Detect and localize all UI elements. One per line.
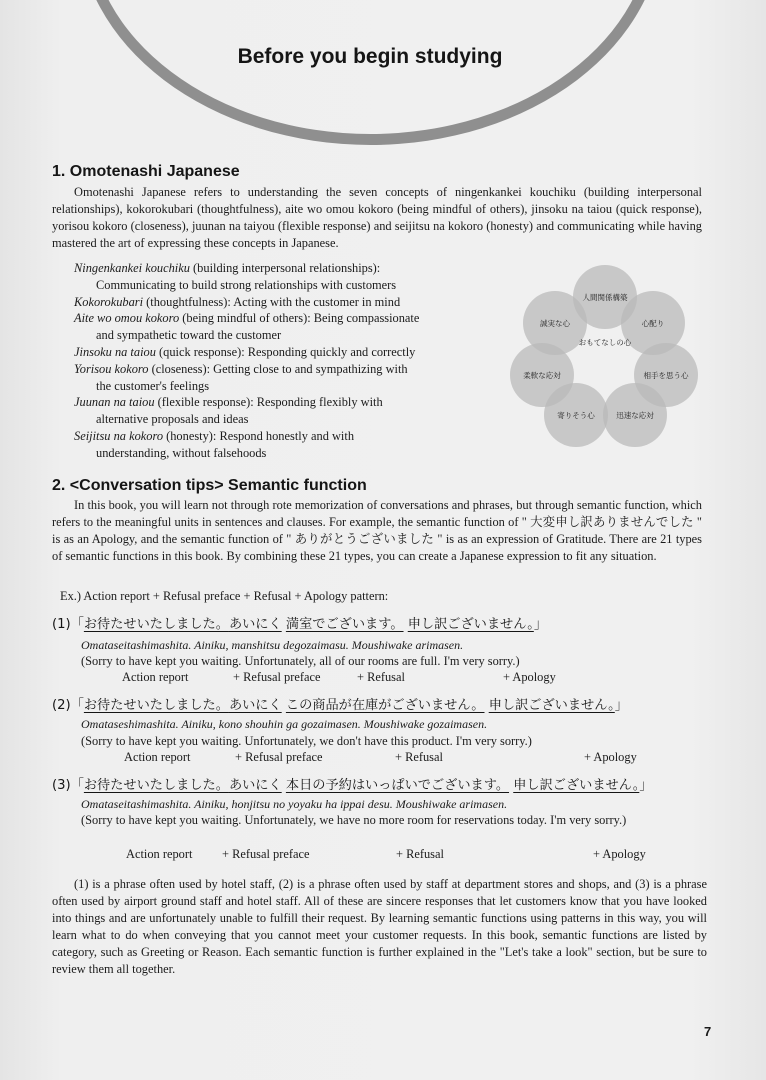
example-romaji: Omataseitashimashita. Ainiku, honjitsu no yoyaku ha ippai desu. Moushiwake arimasen. bbox=[81, 797, 508, 811]
omotenashi-diagram bbox=[508, 265, 703, 450]
example-intro: Ex.) Action report + Refusal preface + Refusal + Apology pattern: bbox=[60, 589, 389, 603]
section-1-heading: 1. Omotenashi Japanese bbox=[52, 163, 240, 180]
page-title: Before you begin studying bbox=[237, 45, 503, 68]
diagram-circle: 誠実な心 bbox=[523, 291, 587, 355]
example-japanese: (3)「お待たせいたしました。あいにく 本日の予約はいっぱいでございます。 申し訳ございません。」 bbox=[52, 778, 653, 793]
diagram-circle: 迅速な応対 bbox=[603, 383, 667, 447]
section-2-paragraph: In this book, you will learn not through rote memorization of conversations and phrases, but through semantic function, which refers to the meaningful units in sentences and clauses. For example, the semantic function of " 大変申し訳ありませんでした " is as an Apology, and the semantic function of " ありがとうございました " is as an expression of Gratitude. There are 21 types of semantic functions in this book. By combining these 21 types, you can create a Japanese expression to fit any situation. bbox=[52, 498, 702, 564]
concept-item: Yorisou kokoro (closeness): Getting close to and sympathizing with the customer's feelings bbox=[74, 361, 408, 393]
header-arc bbox=[78, 0, 663, 145]
concept-item: Kokorokubari (thoughtfulness): Acting with the customer in mind bbox=[74, 294, 401, 309]
diagram-circle: 心配り bbox=[621, 291, 685, 355]
concept-item: Seijitsu na kokoro (honesty): Respond honestly and with understanding, without falsehoods bbox=[74, 428, 355, 460]
example-translation: (Sorry to have kept you waiting. Unfortunately, we have no more room for reservations today. I'm very sorry.) bbox=[81, 813, 627, 827]
concept-item: Jinsoku na taiou (quick response): Responding quickly and correctly bbox=[74, 344, 416, 359]
diagram-circle: 寄りそう心 bbox=[544, 383, 608, 447]
example-japanese: (1)「お待たせいたしました。あいにく 満室でございます。 申し訳ございません。」 bbox=[52, 617, 547, 632]
diagram-circle: 柔軟な応対 bbox=[510, 343, 574, 407]
diagram-circle: 相手を思う心 bbox=[634, 343, 698, 407]
concept-list bbox=[74, 260, 494, 462]
example-romaji: Omataseshimashita. Ainiku, kono shouhin ga gozaimasen. Moushiwake gozaimasen. bbox=[81, 717, 488, 731]
section-1-paragraph: Omotenashi Japanese refers to understanding the seven concepts of ningenkankei kouchiku (building interpersonal relationships), kokorokubari (thoughtfulness), aite wo omou kokoro (being mindful of others), jinsoku na taiou (quick response), yorisou kokoro (closeness), juunan na taiyou (flexible response) and seijitsu na kokoro (honesty) and communicating while having mastered the art of expressing these concepts in Japanese. bbox=[52, 185, 702, 251]
page-number: 7 bbox=[704, 1024, 712, 1039]
example-japanese: (2)「お待たせいたしました。あいにく この商品が在庫がございません。 申し訳ございません。」 bbox=[52, 698, 628, 713]
example-translation: (Sorry to have kept you waiting. Unfortunately, all of our rooms are full. I'm very sorry.) bbox=[81, 654, 520, 668]
closing-paragraph: (1) is a phrase often used by hotel staff, (2) is a phrase often used by staff at department stores and shops, and (3) is a phrase often used by airport ground staff and hotel staff. All of these are sincere responses that let customers know that you have looked into things and are unfortunately unable to fulfill their request. By learning semantic functions using patterns in this way, you will learn what to do when conveying that you cannot meet your customer requests. In this book, semantic functions are listed by category, such as Greeting or Reason. Each semantic function is further explained in the "Let's take a look" section, but be sure to review them all together. bbox=[52, 877, 707, 977]
diagram-circle: 人間関係構築 bbox=[573, 265, 637, 329]
book-page: Before you begin studying 1. Omotenashi Japanese Omotenashi Japanese refers to understanding the seven concepts of ningenkankei kouchiku (building interpersonal relationships), kokorokubari (thoughtfulness), aite wo omou kokoro (being mindful of others), jinsoku na taiou (quick response), yorisou kokoro (closeness), juunan na taiyou (flexible response) and seijitsu na kokoro (honesty) and communicating while having mastered the art of expressing these concepts in Japanese. Ningenkankei kouchiku (building interpersonal relationships): Communicating to build strong relationships with customers Kokorokubari (thoughtfulness): Acting with the customer in mind Aite wo omou kokoro (being mindful of others): Being compassionate and sympathetic toward the customer Jinsoku na taiou (quick response): Responding quickly and correctly Yorisou kokoro (closeness): Getting close to and sympathizing with the customer's feelings Juunan na taiou (flexible response): Responding flexibly with alternative proposals and ideas Seijitsu na kokoro (honesty): Respond honestly and with understanding, without falsehoods 人間関係構築 心配り 相手を思う心 迅速な応対 寄りそう心 柔軟な応対 誠実な心 おもてなしの心 2. <Conversation tips> Semantic function In this book, you will learn not through rote memorization of conversations and phrases, but through semantic function, which refers to the meaningful units in sentences and clauses. For example, the semantic function of " 大変申し訳ありませんでした " is as an Apology, and the semantic function of " ありがとうございました " is as an expression of Gratitude. There are 21 types of semantic functions in this book. By combining these 21 types, you can create a Japanese expression to fit any situation. Ex.) Action report + Refusal preface + Refusal + Apology pattern: (1)「お待たせいたしました。あいにく 満室でございます。 申し訳ございません。」 Omataseitashimashita. Ainiku, manshitsu degozaimasu. Moushiwake arimasen. (Sorry to have kept you waiting. Unfortunately, all of our rooms are full. I'm very sorry.) Action report + Refusal preface + Refusal + Apology (2)「お待たせいたしました。あいにく この商品が在庫がございません。 申し訳ございません。」 Omataseshimashita. Ainiku, kono shouhin ga gozaimasen. Moushiwake gozaimasen. (Sorry to have kept you waiting. Unfortunately, we don't have this product. I'm very sorry.) Action report + Refusal preface + Refusal + Apology (3)「お待たせいたしました。あいにく 本日の予約はいっぱいでございます。 申し訳ございません。」 Omataseitashimashita. Ainiku, honjitsu no yoyaku ha ippai desu. Moushiwake arimasen. (Sorry to have kept you waiting. Unfortunately, we have no more room for reservations today. I'm very sorry.) Action report + Refusal preface + Refusal + Apology (1) is a phrase often used by hotel staff, (2) is a phrase often used by staff at department stores and shops, and (3) is a phrase often used by airport ground staff and hotel staff. All of these are sincere responses that let customers know that you have looked into things and are unfortunately unable to fulfill their request. By learning semantic functions using patterns in this way, you will learn what to do when conveying that you cannot meet your customer requests. In this book, semantic functions are listed by category, such as Greeting or Reason. Each semantic function is further explained in the "Let's take a look" section, but be sure to review them all together. 7 bbox=[0, 0, 766, 1080]
diagram-center-label: おもてなしの心 bbox=[578, 338, 632, 347]
concept-item: Aite wo omou kokoro (being mindful of others): Being compassionate and sympathetic toward the customer bbox=[74, 311, 420, 343]
example-romaji: Omataseitashimashita. Ainiku, manshitsu degozaimasu. Moushiwake arimasen. bbox=[81, 638, 464, 652]
section-2-heading: 2. <Conversation tips> Semantic function bbox=[52, 477, 367, 494]
concept-item: Ningenkankei kouchiku (building interpersonal relationships): Communicating to build strong relationships with customers bbox=[74, 261, 397, 292]
concept-item: Juunan na taiou (flexible response): Responding flexibly with alternative proposals and ideas bbox=[74, 395, 383, 427]
example-translation: (Sorry to have kept you waiting. Unfortunately, we don't have this product. I'm very sorry.) bbox=[81, 734, 532, 748]
